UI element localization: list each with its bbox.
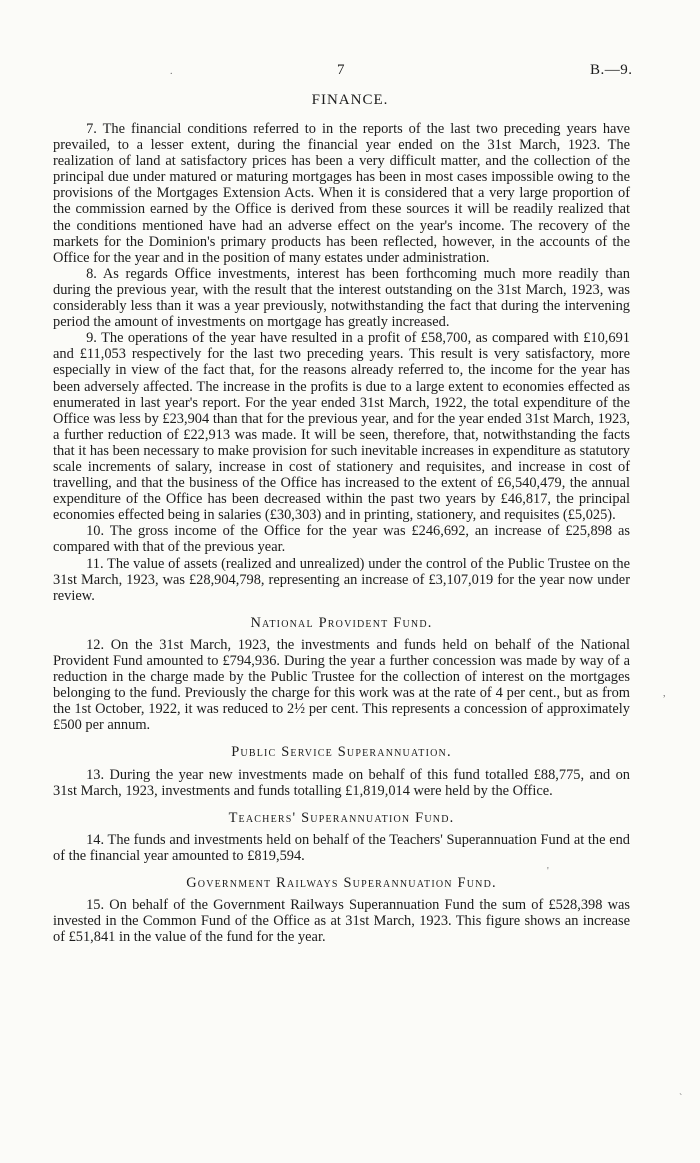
document-reference: B.—9. (590, 62, 633, 78)
paragraph-7: 7. The financial conditions referred to in the reports of the last two preceding years have prevailed, to a lesser extent, during the financial year ended on the 31st March, 1923. The realization of land at satisfactory prices has been a very difficult matter, and the collection of the principal due under matured or maturing mortgages has been in most cases impossible owing to the provisions of the Mortgages Extension Acts. When it is considered that a very large proportion of the commission earned by the Office is derived from these sources it will be readily realized that the conditions mentioned have had an adverse effect on the year's income. The recovery of the markets for the Dominion's primary products has been reflected, however, in the accounts of the Office for the year and in the position of many estates under administration. (53, 121, 630, 266)
section-heading-national-provident-fund: National Provident Fund. (250, 614, 433, 631)
paragraph-13: 13. During the year new investments made on behalf of this fund totalled £88,775, and on 31st March, 1923, investments and funds totalling £1,819,014 were held by the Office. (53, 766, 630, 799)
section-heading-government-railways-superannuation-fund: Government Railways Superannuation Fund. (186, 875, 497, 892)
scan-speck: ' (547, 866, 549, 877)
paragraph-9: 9. The operations of the year have resulted in a profit of £58,700, as compared with £10,691 and £11,053 respectively for the last two preceding years. This result is very satisfactory, more especially in view of the fact that, for the reasons already referred to, the income for the year has been adversely affected. The increase in the profits is due to a large extent to economies effected as enumerated in last year's report. For the year ended 31st March, 1922, the total expenditure of the Office was less by £23,904 than that for the previous year, and for the year ended 31st March, 1923, a further reduction of £22,913 was made. It will be seen, therefore, that, notwithstanding the facts that it has been necessary to make provision for such inevitable increases in expenditure as statutory scale increments of salary, increase in cost of stationery and requisites, and increase in cost of travelling, and that the business of the Office has increased to the extent of £6,540,479, the annual expenditure of the Office has been decreased within the past two years by £46,817, the principal economies effected being in salaries (£30,303) and in printing, stationery, and requisites (£5,025). (53, 330, 630, 524)
document-body (53, 121, 630, 945)
page-number: 7 (337, 62, 345, 78)
page-title: FINANCE. (311, 92, 389, 108)
page-header (0, 62, 700, 82)
paragraph-11: 11. The value of assets (realized and unrealized) under the control of the Public Trustee on the 31st March, 1923, was £28,904,798, representing an increase of £3,107,019 for the year now under review. (53, 555, 630, 604)
paragraph-15: 15. On behalf of the Government Railways Superannuation Fund the sum of £528,398 was invested in the Common Fund of the Office as at 31st March, 1923. This figure shows an increase of £51,841 in the value of the fund for the year. (53, 897, 630, 946)
section-heading-teachers-superannuation-fund: Teachers' Superannuation Fund. (228, 809, 455, 826)
paragraph-10: 10. The gross income of the Office for the year was £246,692, an increase of £25,898 as compared with that of the previous year. (53, 523, 630, 556)
paragraph-14: 14. The funds and investments held on behalf of the Teachers' Superannuation Fund at the end of the financial year amounted to £819,594. (53, 831, 630, 864)
paragraph-8: 8. As regards Office investments, interest has been forthcoming much more readily than during the previous year, with the result that the interest outstanding on the 31st March, 1923, was considerably less than it was a year previously, notwithstanding the fact that during the intervening period the amount of investments on mortgage has greatly increased. (53, 265, 630, 331)
scan-speck: , (663, 688, 666, 699)
paragraph-12: 12. On the 31st March, 1923, the investments and funds held on behalf of the National Provident Fund amounted to £794,936. During the year a further concession was made by way of a reduction in the charge made by the Public Trustee for the collection of interest on the mortgages belonging to the fund. Previously the charge for this work was at the rate of 4 per cent., but as from the 1st October, 1922, it was reduced to 2½ per cent. This represents a concession of approximately £500 per annum. (53, 636, 630, 734)
scan-speck: . (170, 66, 173, 77)
scan-speck: ` (679, 1093, 683, 1104)
section-heading-public-service-superannuation: Public Service Superannuation. (231, 744, 452, 761)
